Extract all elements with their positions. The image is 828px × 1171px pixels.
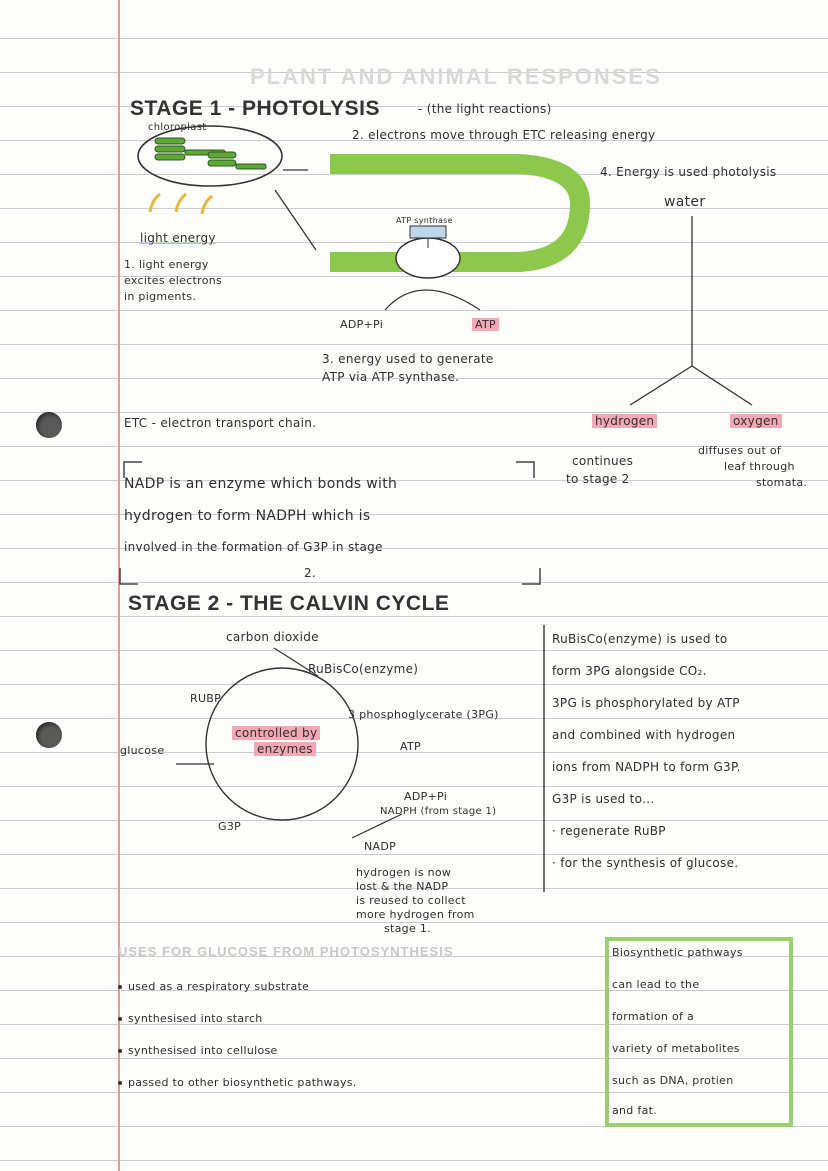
right-note-6: G3P is used to... — [552, 792, 655, 806]
atp-label: ATP — [472, 318, 499, 331]
note1-line3: in pigments. — [124, 290, 197, 303]
nadp-line3: involved in the formation of G3P in stage — [124, 540, 383, 554]
rubisco-label: RuBisCo(enzyme) — [308, 662, 419, 676]
faded-title: PLANT AND ANIMAL RESPONSES — [250, 64, 662, 89]
uses-heading: USES FOR GLUCOSE FROM PHOTOSYNTHESIS — [118, 944, 454, 959]
box-line-1: Biosynthetic pathways — [612, 946, 743, 959]
note1-line2: excites electrons — [124, 274, 223, 287]
hydrogen-cycle-note-3: is reused to collect — [356, 894, 466, 907]
hydrogen-note-1: continues — [572, 454, 634, 468]
oxygen-note-2: leaf through — [724, 460, 795, 473]
stage2-heading: STAGE 2 - THE CALVIN CYCLE — [128, 592, 450, 615]
thylakoid-stacks — [155, 138, 266, 169]
hydrogen-cycle-note-2: lost & the NADP — [356, 880, 449, 893]
stage1-subtitle: - (the light reactions) — [418, 102, 552, 116]
oxygen-note-3: stomata. — [756, 476, 808, 489]
note3-line2: ATP via ATP synthase. — [322, 370, 460, 384]
atp-cycle-label: ATP — [400, 740, 421, 753]
note1-line1: 1. light energy — [124, 258, 209, 271]
atp-synthase-label: ATP synthase — [396, 216, 453, 225]
g3p-label: G3P — [218, 820, 242, 833]
controlled-line2: enzymes — [254, 742, 316, 756]
right-note-4: and combined with hydrogen — [552, 728, 736, 742]
pga-label: 3 phosphoglycerate (3PG) — [348, 708, 499, 721]
nadp-line4: 2. — [304, 566, 317, 580]
use-item-1 — [118, 980, 309, 993]
carbon-dioxide-label: carbon dioxide — [226, 630, 319, 644]
use-item-2 — [118, 1012, 263, 1025]
box-line-2: can lead to the — [612, 978, 700, 991]
use-item-3-text: synthesised into cellulose — [128, 1044, 278, 1057]
hydrogen-label: hydrogen — [592, 414, 657, 428]
light-arrows — [150, 194, 212, 214]
adp-cycle-label: ADP+Pi — [404, 790, 448, 803]
note3-line1: 3. energy used to generate — [322, 352, 494, 366]
water-label: water — [664, 194, 706, 210]
oxygen-note-1: diffuses out of — [698, 444, 782, 457]
chloroplast-label: chloroplast — [148, 122, 207, 133]
right-note-8: · for the synthesis of glucose. — [552, 856, 739, 870]
hydrogen-cycle-note-1: hydrogen is now — [356, 866, 452, 879]
right-note-5: ions from NADPH to form G3P. — [552, 760, 741, 774]
biosynthetic-box — [605, 937, 793, 1127]
etc-note: 2. electrons move through ETC releasing energy — [352, 128, 656, 142]
box-line-4: variety of metabolites — [612, 1042, 740, 1055]
hydrogen-cycle-note-5: stage 1. — [384, 922, 431, 935]
box-line-5: such as DNA, protien — [612, 1074, 734, 1087]
glucose-label: glucose — [120, 744, 165, 757]
box-line-3: formation of a — [612, 1010, 694, 1023]
nadph-label: NADPH (from stage 1) — [380, 806, 497, 817]
oxygen-label: oxygen — [730, 414, 782, 428]
use-item-4 — [118, 1076, 357, 1089]
use-item-2-text: synthesised into starch — [128, 1012, 263, 1025]
nadp-cycle-label: NADP — [364, 840, 397, 853]
use-item-1-text: used as a respiratory substrate — [128, 980, 310, 993]
controlled-line1: controlled by — [232, 726, 320, 740]
etc-definition: ETC - electron transport chain. — [124, 416, 317, 430]
right-note-3: 3PG is phosphorylated by ATP — [552, 696, 740, 710]
right-note-7: · regenerate RuBP — [552, 824, 666, 838]
adp-label: ADP+Pi — [340, 318, 384, 331]
note4: 4. Energy is used photolysis — [600, 165, 777, 179]
use-item-3 — [118, 1044, 278, 1057]
right-note-1: RuBisCo(enzyme) is used to — [552, 632, 728, 646]
box-line-6: and fat. — [612, 1104, 658, 1117]
rubp-label: RUBP — [190, 692, 222, 705]
light-energy-label: light energy — [140, 231, 216, 245]
stage1-heading: STAGE 1 - PHOTOLYSIS — [130, 97, 381, 120]
use-item-4-text: passed to other biosynthetic pathways. — [128, 1076, 357, 1089]
hydrogen-cycle-note-4: more hydrogen from — [356, 908, 475, 921]
nadp-line2: hydrogen to form NADPH which is — [124, 508, 371, 524]
right-note-2: form 3PG alongside CO₂. — [552, 664, 707, 678]
hydrogen-note-2: to stage 2 — [566, 472, 630, 486]
nadp-line1: NADP is an enzyme which bonds with — [124, 476, 398, 492]
